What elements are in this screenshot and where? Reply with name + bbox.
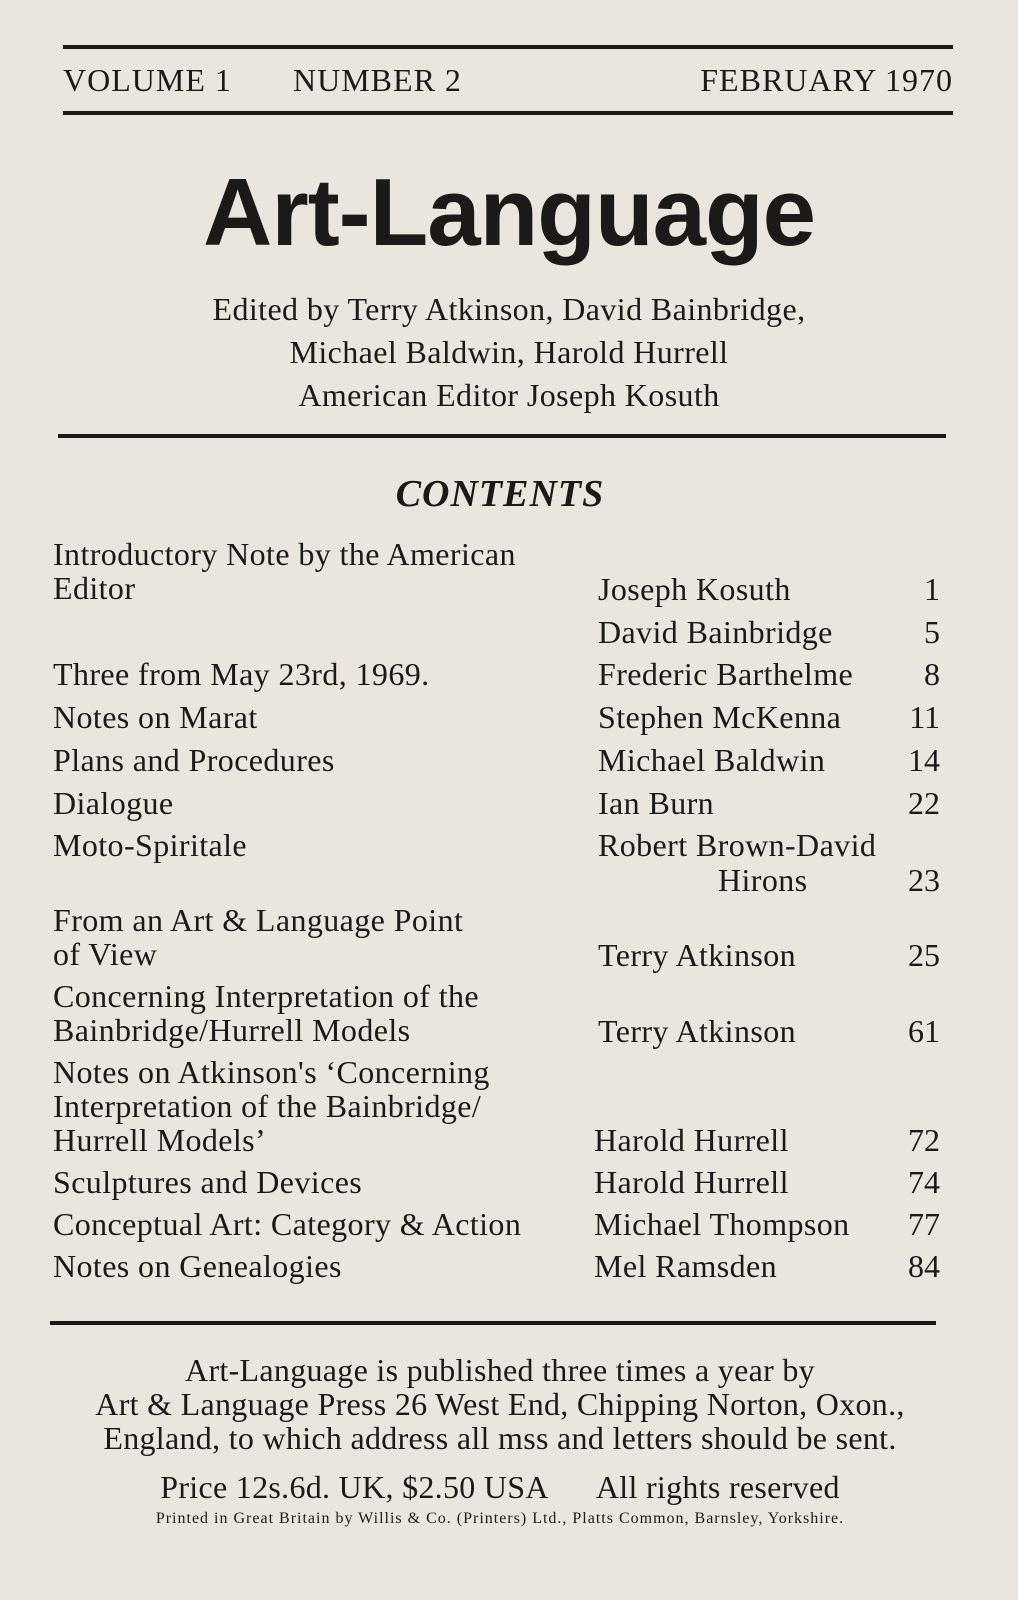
toc-page-number: 8 xyxy=(924,656,940,692)
toc-title-line: Introductory Note by the American xyxy=(53,536,516,572)
toc-author: Stephen McKenna xyxy=(598,699,842,735)
toc-author: Hirons xyxy=(718,862,808,898)
editors-line: Edited by Terry Atkinson, David Bainbridge, xyxy=(212,291,806,327)
toc-page-number: 72 xyxy=(908,1122,940,1158)
issue-number: NUMBER 2 xyxy=(293,62,462,98)
toc-title: Notes on Marat xyxy=(53,699,258,735)
toc-title-line: Interpretation of the Bainbridge/ xyxy=(53,1088,482,1124)
toc-author: Robert Brown-David xyxy=(598,827,877,863)
toc-title xyxy=(53,979,603,1047)
toc-title: Moto-Spiritale xyxy=(53,827,248,863)
toc-author: Harold Hurrell xyxy=(594,1164,789,1200)
publisher-line: Art & Language Press 26 West End, Chipping Norton, Oxon., xyxy=(95,1386,905,1422)
toc-title-line: Notes on Atkinson's ‘Concerning xyxy=(53,1054,490,1090)
top-rule xyxy=(63,45,953,49)
contents-heading: CONTENTS xyxy=(395,473,605,515)
toc-author: Frederic Barthelme xyxy=(598,656,854,692)
toc-title xyxy=(53,1055,603,1157)
editors-rule xyxy=(58,434,946,438)
toc-title: Plans and Procedures xyxy=(53,742,335,778)
toc-page-number: 25 xyxy=(908,937,940,973)
toc-author: Ian Burn xyxy=(598,785,715,821)
masthead xyxy=(63,62,953,102)
toc-page-number: 5 xyxy=(924,614,940,650)
toc-title-line: Concerning Interpretation of the xyxy=(53,978,479,1014)
american-editor-line: American Editor Joseph Kosuth xyxy=(298,377,720,413)
masthead-rule xyxy=(63,111,953,115)
price: Price 12s.6d. UK, $2.50 USA xyxy=(160,1469,548,1505)
toc-author: David Bainbridge xyxy=(598,614,833,650)
footer-rule xyxy=(50,1321,936,1325)
toc-page-number: 22 xyxy=(908,785,940,821)
toc-author: Michael Thompson xyxy=(594,1206,850,1242)
toc-title: Notes on Genealogies xyxy=(53,1248,342,1284)
toc-author: Joseph Kosuth xyxy=(598,571,791,607)
printer-credit: Printed in Great Britain by Willis & Co. (Printers) Ltd., Platts Common, Barnsley, Yorkshire. xyxy=(155,1510,845,1527)
toc-title-line: Bainbridge/Hurrell Models xyxy=(53,1012,411,1048)
journal-title: Art-Language xyxy=(203,159,815,266)
toc-author: Terry Atkinson xyxy=(598,937,797,973)
toc-author: Terry Atkinson xyxy=(598,1013,797,1049)
toc-title-line: of View xyxy=(53,936,158,972)
toc-page-number: 14 xyxy=(908,742,940,778)
toc-page-number: 1 xyxy=(924,571,940,607)
toc-page-number: 74 xyxy=(908,1164,940,1200)
toc-page-number: 77 xyxy=(908,1206,940,1242)
editors-block xyxy=(0,288,1018,417)
issue-date: FEBRUARY 1970 xyxy=(700,62,953,98)
rights: All rights reserved xyxy=(595,1469,840,1505)
toc-author: Harold Hurrell xyxy=(594,1122,789,1158)
editors-line: Michael Baldwin, Harold Hurrell xyxy=(289,334,729,370)
toc-title: Three from May 23rd, 1969. xyxy=(53,656,430,692)
toc-title: Sculptures and Devices xyxy=(53,1164,363,1200)
publisher-line: England, to which address all mss and letters should be sent. xyxy=(103,1420,897,1456)
toc-author: Michael Baldwin xyxy=(598,742,826,778)
toc-title: Conceptual Art: Category & Action xyxy=(53,1206,522,1242)
toc-title xyxy=(53,903,603,971)
toc-page-number: 61 xyxy=(908,1013,940,1049)
toc-title-line: From an Art & Language Point xyxy=(53,902,464,938)
toc-page-number: 11 xyxy=(909,699,940,735)
toc-title-line: Hurrell Models’ xyxy=(53,1122,267,1158)
publisher-line: Art-Language is published three times a year by xyxy=(185,1352,815,1388)
toc-page-number: 84 xyxy=(908,1248,940,1284)
toc-page-number: 23 xyxy=(908,862,940,898)
publisher-note xyxy=(0,1353,1000,1455)
volume-label: VOLUME 1 xyxy=(63,62,232,98)
price-line xyxy=(0,1470,1000,1504)
toc-title-line: Editor xyxy=(53,570,136,606)
toc-title xyxy=(53,537,603,605)
toc-author: Mel Ramsden xyxy=(594,1248,778,1284)
toc-title: Dialogue xyxy=(53,785,174,821)
